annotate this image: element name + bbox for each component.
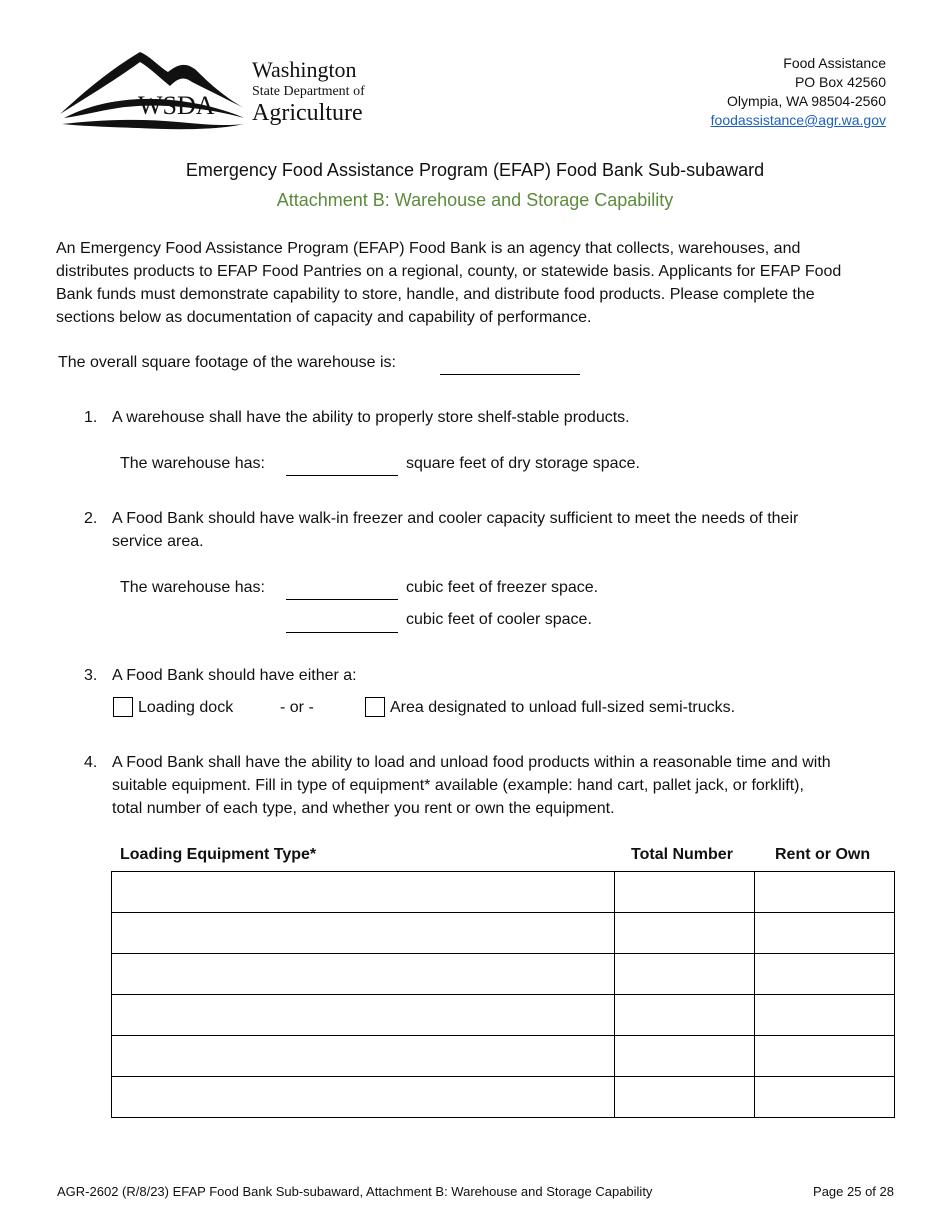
item-4-line3: total number of each type, and whether you rent or own the equipment. [112,800,615,817]
address-dept: Food Assistance [783,55,886,71]
table-row [112,913,895,954]
loading-dock-label: Loading dock [138,699,234,716]
equipment-type-cell[interactable] [112,954,615,995]
rent-or-own-cell[interactable] [755,913,895,954]
total-number-cell[interactable] [615,872,755,913]
logo-line3: Agriculture [252,100,363,126]
table-row [112,872,895,913]
freezer-unit: cubic feet of freezer space. [406,579,599,596]
intro-line: sections below as documentation of capacity and capability of performance. [56,309,592,326]
footer-form-id: AGR-2602 (R/8/23) EFAP Food Bank Sub-subaward, Attachment B: Warehouse and Storage Capability [57,1184,653,1199]
footer-page-number: Page 25 of 28 [813,1184,894,1199]
rent-or-own-cell[interactable] [755,995,895,1036]
item-2-number: 2. [84,510,98,527]
address-city: Olympia, WA 98504-2560 [726,93,886,109]
intro-line: Bank funds must demonstrate capability to store, handle, and distribute food products. Please complete the [56,286,815,303]
total-number-cell[interactable] [615,954,755,995]
total-number-cell[interactable] [615,913,755,954]
dry-storage-field[interactable] [286,474,398,476]
header-rent-or-own: Rent or Own [775,846,871,863]
logo-line2: State Department of [252,84,365,99]
item-4-line2: suitable equipment. Fill in type of equipment* available (example: hand cart, pallet jack, or forklift), [112,777,804,794]
total-number-cell[interactable] [615,1077,755,1118]
item-4-number: 4. [84,754,98,771]
cooler-space-field[interactable] [286,631,398,633]
page-subtitle: Attachment B: Warehouse and Storage Capability [276,190,674,210]
address-block [711,54,886,130]
equipment-type-cell[interactable] [112,872,615,913]
item-3-text: A Food Bank should have either a: [112,667,357,684]
item-1-has-label: The warehouse has: [120,455,265,472]
item-1-unit: square feet of dry storage space. [406,455,640,472]
or-separator: - or - [280,699,314,716]
equipment-type-cell[interactable] [112,1077,615,1118]
item-2-line2: service area. [112,533,204,550]
email-link[interactable]: foodassistance@agr.wa.gov [710,112,886,128]
equipment-type-cell[interactable] [112,913,615,954]
item-2-has-label: The warehouse has: [120,579,265,596]
table-row [112,954,895,995]
intro-paragraph [56,237,906,329]
item-1-number: 1. [84,409,98,426]
rent-or-own-cell[interactable] [755,872,895,913]
header-total-number: Total Number [631,846,733,863]
square-footage-label: The overall square footage of the warehouse is: [58,354,396,371]
mountain-logo-icon [58,48,248,132]
loading-dock-checkbox[interactable] [113,697,133,717]
equipment-table [111,871,895,1118]
total-number-cell[interactable] [615,995,755,1036]
equipment-type-cell[interactable] [112,1036,615,1077]
rent-or-own-cell[interactable] [755,1077,895,1118]
table-row [112,1036,895,1077]
address-po-box: PO Box 42560 [794,74,886,90]
freezer-space-field[interactable] [286,598,398,600]
total-number-cell[interactable] [615,1036,755,1077]
page-title: Emergency Food Assistance Program (EFAP) Food Bank Sub-subaward [185,160,765,180]
equipment-type-cell[interactable] [112,995,615,1036]
cooler-unit: cubic feet of cooler space. [406,611,592,628]
table-row [112,1077,895,1118]
item-2-line1: A Food Bank should have walk-in freezer and cooler capacity sufficient to meet the needs of their [112,510,799,527]
intro-line: distributes products to EFAP Food Pantries on a regional, county, or statewide basis. Applicants for EFAP Food [56,263,842,280]
wsda-logo [58,48,378,132]
item-3-number: 3. [84,667,98,684]
logo-line1: Washington [252,57,357,82]
intro-line: An Emergency Food Assistance Program (EFAP) Food Bank is an agency that collects, warehouses, and [56,240,801,257]
item-1-text: A warehouse shall have the ability to properly store shelf-stable products. [112,409,630,426]
square-footage-field[interactable] [440,373,580,375]
rent-or-own-cell[interactable] [755,954,895,995]
rent-or-own-cell[interactable] [755,1036,895,1077]
semi-truck-area-label: Area designated to unload full-sized semi-trucks. [390,699,736,716]
logo-wordmark: WSDA [138,91,215,120]
header-equipment-type: Loading Equipment Type* [120,846,317,863]
item-4-line1: A Food Bank shall have the ability to load and unload food products within a reasonable time and with [112,754,831,771]
semi-truck-area-checkbox[interactable] [365,697,385,717]
table-row [112,995,895,1036]
